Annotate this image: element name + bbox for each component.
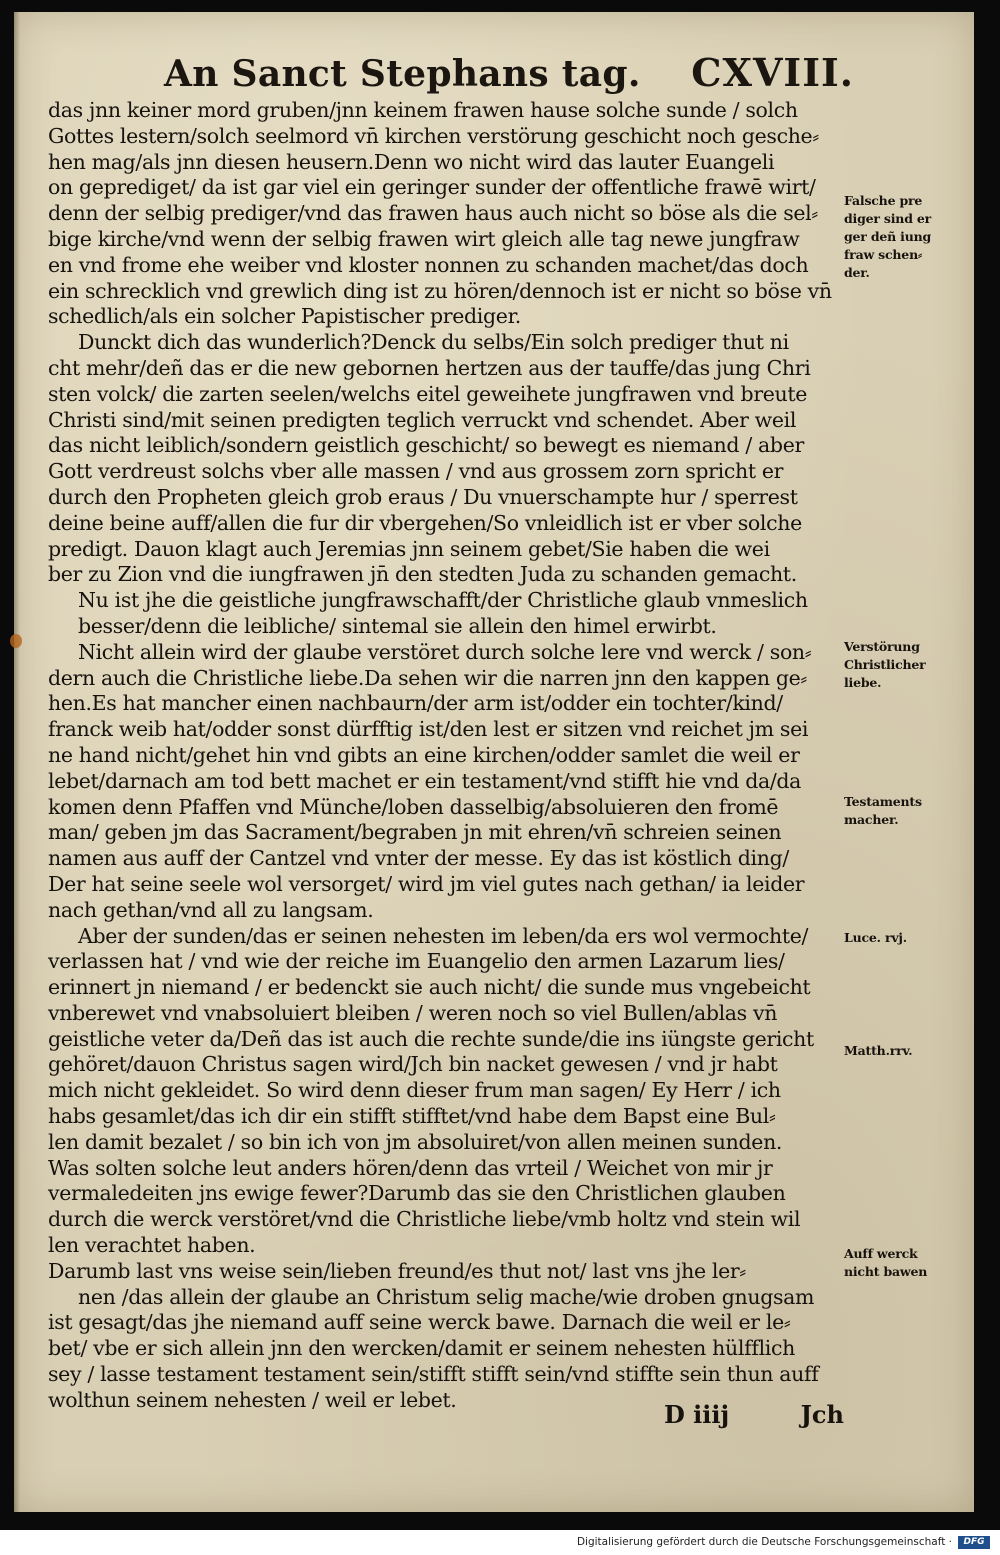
text-line: bet/ vbe er sich allein jnn den wercken/damit er seinem nehesten hülfflich (48, 1336, 795, 1361)
text-line: nach gethan/vnd all zu langsam. (48, 897, 374, 922)
text-line: cht mehr/deñ das er die new gebornen hertzen aus der tauffe/das jung Chri (48, 355, 811, 380)
book-page (14, 12, 974, 1512)
text-line: vnberewet vnd vnabsoluiert bleiben / weren noch so viel Bullen/ablas vn̄ (48, 1000, 778, 1025)
text-line: predigt. Dauon klagt auch Jeremias jnn seinem gebet/Sie haben die wei (48, 536, 770, 561)
text-line: Nicht allein wird der glaube verstöret durch solche lere vnd werck / son⸗ (78, 639, 812, 664)
margin-note-line: Christlicher (844, 657, 926, 672)
text-line: vermaledeiten jns ewige fewer?Darumb das sie den Christlichen glauben (48, 1181, 786, 1206)
text-line: len verachtet haben. (48, 1233, 256, 1258)
text-line: mich nicht gekleidet. So wird denn dieser frum man sagen/ Ey Herr / ich (48, 1078, 781, 1103)
text-line: man/ geben jm das Sacrament/begraben jn mit ehren/vn̄ schreien seinen (48, 820, 782, 845)
text-line: denn der selbig prediger/vnd das frawen haus auch nicht so böse als die sel⸗ (48, 201, 818, 226)
text-line: sten volck/ die zarten seelen/welchs eitel geweihete jungfrawen vnd breute (48, 381, 808, 406)
margin-note-line: der. (844, 265, 870, 280)
text-line: durch die werck verstöret/vnd die Christliche liebe/vmb holtz vnd stein wil (48, 1207, 801, 1232)
margin-note-line: diger sind er (844, 211, 932, 226)
text-line: Christi sind/mit seinen predigten teglich verruckt vnd schendet. Aber weil (48, 407, 797, 432)
margin-note-line: Matth.rrv. (844, 1043, 913, 1058)
text-line: Gottes lestern/solch seelmord vn̄ kirchen verstörung geschicht noch gesche⸗ (48, 123, 819, 148)
text-line: en vnd frome ehe weiber vnd kloster nonnen zu schanden machet/das doch (48, 252, 809, 277)
margin-note-line: fraw schen⸗ (844, 247, 922, 262)
margin-note-line: nicht bawen (844, 1264, 928, 1279)
text-line: bige kirche/vnd wenn der selbig frawen wirt gleich alle tag newe jungfraw (48, 226, 800, 251)
text-line: len damit bezalet / so bin ich von jm absoluiret/von allen meinen sunden. (48, 1129, 783, 1154)
text-line: geistliche veter da/Deñ das ist auch die rechte sunde/die ins iüngste gericht (48, 1026, 814, 1051)
text-line: Nu ist jhe die geistliche jungfrawschafft/der Christliche glaub vnmeslich (78, 588, 808, 613)
text-line: deine beine auff/allen die fur dir vbergehen/So vnleidlich ist er vber solche (48, 510, 802, 535)
catchword-row (664, 1400, 844, 1429)
margin-note-falsche-prediger (844, 192, 979, 282)
footer-credit: Digitalisierung gefördert durch die Deutsche Forschungsgemeinschaft · (576, 1536, 952, 1548)
text-line: Der hat seine seele wol versorget/ wird jm viel gutes nach gethan/ ia leider (48, 871, 805, 896)
margin-note-matth (844, 1042, 979, 1060)
signature-mark: D iiij (664, 1400, 730, 1429)
footer-bar (0, 1530, 1000, 1555)
text-line: ber zu Zion vnd die iungfrawen jn̄ den stedten Juda zu schanden gemacht. (48, 562, 797, 587)
margin-note-verstoerung-liebe (844, 638, 979, 692)
text-line: das nicht leiblich/sondern geistlich geschicht/ so bewegt es niemand / aber (48, 433, 804, 458)
text-line: ein schrecklich vnd grewlich ding ist zu hören/dennoch ist er nicht so böse vn̄ (48, 278, 832, 303)
margin-note-luce (844, 929, 979, 947)
margin-note-line: Luce. rvj. (844, 930, 907, 945)
text-line: durch den Propheten gleich grob eraus / Du vnuerschampte hur / sperrest (48, 484, 798, 509)
text-line: Aber der sunden/das er seinen nehesten im leben/da ers wol vermochte/ (78, 923, 809, 948)
text-line: hen.Es hat mancher einen nachbaurn/der arm ist/odder ein tochter/kind/ (48, 691, 783, 716)
text-line: erinnert jn niemand / er bedenckt sie auch nicht/ die sunde mus vngebeicht (48, 975, 811, 1000)
text-line: sey / lasse testament testament sein/stifft stifft sein/vnd stiffte sein thun auff (48, 1362, 819, 1387)
text-line: dern auch die Christliche liebe.Da sehen wir die narren jnn den kappen ge⸗ (48, 665, 807, 690)
text-line: wolthun seinem nehesten / weil er lebet. (48, 1387, 457, 1412)
margin-note-line: ger deñ iung (844, 229, 932, 244)
text-line: Dunckt dich das wunderlich?Denck du selbs/Ein solch prediger thut ni (78, 330, 789, 355)
text-line: besser/denn die leibliche/ sintemal sie allein den himel erwirbt. (78, 613, 717, 638)
margin-note-line: Auff werck (844, 1246, 918, 1261)
folio-number: CXVIII. (691, 50, 854, 95)
text-line: Was solten solche leut anders hören/denn das vrteil / Weichet von mir jr (48, 1155, 773, 1180)
margin-note-auff-werck (844, 1245, 979, 1281)
text-line: komen denn Pfaffen vnd Münche/loben dasselbig/absoluieren den fromē (48, 794, 779, 819)
text-line: Darumb last vns weise sein/lieben freund/es thut not/ last vns jhe ler⸗ (48, 1258, 746, 1283)
body-text (48, 98, 838, 1414)
text-line: das jnn keiner mord gruben/jnn keinem frawen hause solche sunde / solch (48, 98, 798, 122)
catchword: Jch (800, 1400, 844, 1429)
text-line: ist gesagt/das jhe niemand auff seine werck bawe. Darnach die weil er le⸗ (48, 1310, 791, 1335)
text-line: gehöret/dauon Christus sagen wird/Jch bin nacket gewesen / vnd jr habt (48, 1052, 778, 1077)
text-line: verlassen hat / vnd wie der reiche im Euangelio den armen Lazarum lies/ (48, 949, 785, 974)
text-line: schedlich/als ein solcher Papistischer prediger. (48, 304, 521, 329)
text-line: on geprediget/ da ist gar viel ein geringer sunder der offentliche frawē wirt/ (48, 175, 816, 200)
text-line: lebet/darnach am tod bett machet er ein testament/vnd stifft hie vnd da/da (48, 768, 802, 793)
text-line: habs gesamlet/das ich dir ein stifft stifftet/vnd habe dem Bapst eine Bul⸗ (48, 1104, 776, 1129)
running-title: An Sanct Stephans tag. (164, 53, 641, 95)
text-line: namen aus auff der Cantzel vnd vnter der messe. Ey das ist köstlich ding/ (48, 846, 789, 871)
margin-note-line: Falsche pre (844, 193, 923, 208)
margin-note-line: Testaments (844, 794, 922, 809)
dfg-logo: DFG (958, 1536, 990, 1549)
edge-mark (10, 634, 22, 648)
text-line: Gott verdreust solchs vber alle massen / vnd aus grossem zorn spricht er (48, 459, 784, 484)
margin-note-line: macher. (844, 812, 899, 827)
page-gutter-shadow (14, 12, 20, 1512)
text-line: ne hand nicht/gehet hin vnd gibts an eine kirchen/odder samlet die weil er (48, 742, 800, 767)
text-line: franck weib hat/odder sonst dürfftig ist/den lest er sitzen vnd reichet jm sei (48, 717, 809, 742)
margin-note-line: Verstörung (844, 639, 920, 654)
margin-note-line: liebe. (844, 675, 882, 690)
text-line: hen mag/als jnn diesen heusern.Denn wo nicht wird das lauter Euangeli (48, 149, 775, 174)
margin-note-testament-macher (844, 793, 979, 829)
text-line: nen /das allein der glaube an Christum selig mache/wie droben gnugsam (78, 1284, 815, 1309)
